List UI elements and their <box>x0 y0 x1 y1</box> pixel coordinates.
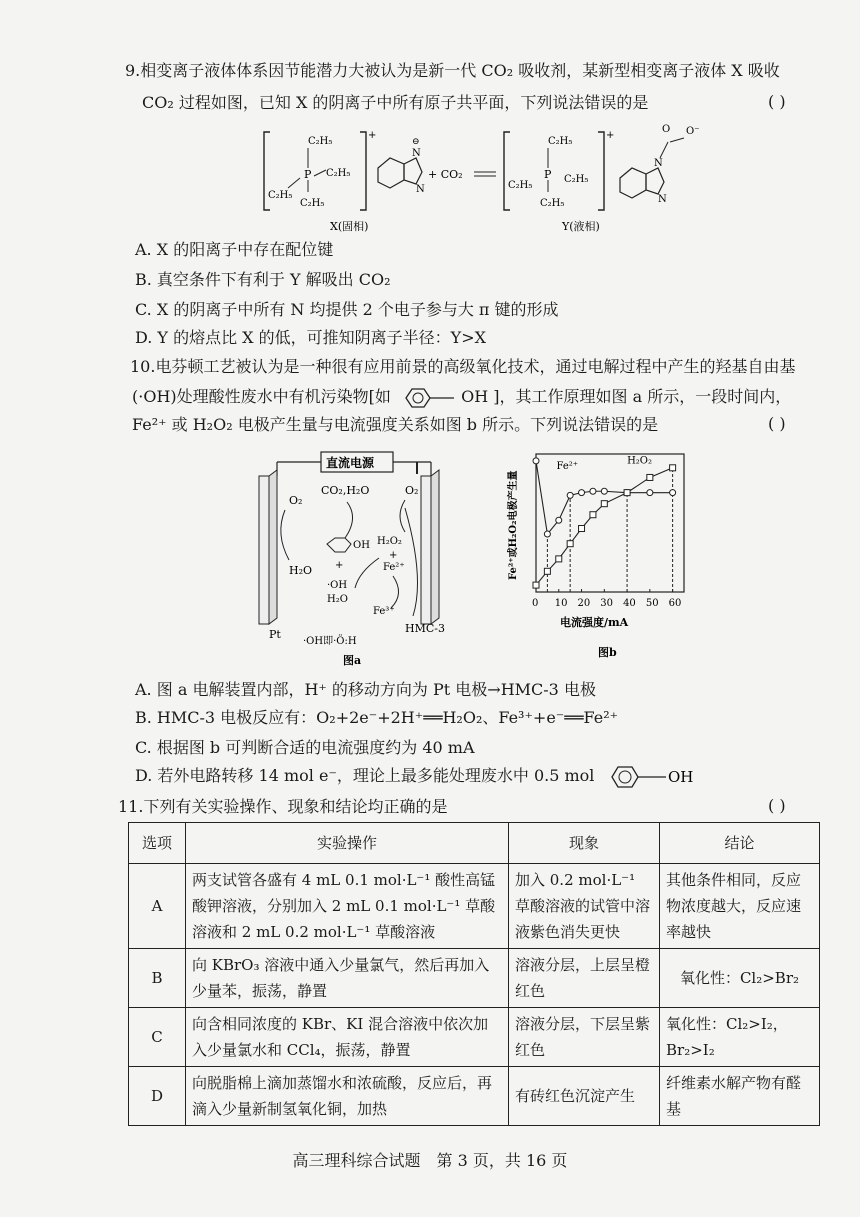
row-d-conclusion: 纤维素水解产物有醛基 <box>660 1067 820 1126</box>
h2o-left-label: H₂O <box>289 564 313 577</box>
row-b-operation: 向 KBrO₃ 溶液中通入少量氯气，然后再加入少量苯，振荡，静置 <box>186 949 509 1008</box>
row-a-operation: 两支试管各盛有 4 mL 0.1 mol·L⁻¹ 酸性高锰酸钾溶液，分别加入 2 mL 0.1 mol·L⁻¹ 草酸溶液和 2 mL 0.2 mol·L⁻¹ 草酸溶液 <box>186 864 509 949</box>
header-operation: 实验操作 <box>186 823 509 864</box>
table-row <box>129 864 820 949</box>
point-fe2-4 <box>579 490 585 496</box>
q11-answer-paren: ( ) <box>768 796 786 815</box>
svg-text:P: P <box>304 168 312 181</box>
q10-option-b: B. HMC-3 电极反应有：O₂+2e⁻+2H⁺══H₂O₂、Fe³⁺+e⁻══Fe²⁺ <box>135 708 619 727</box>
q10-option-c: C. 根据图 b 可判断合适的电流强度约为 40 mA <box>135 738 475 757</box>
header-option: 选项 <box>129 823 186 864</box>
row-c-phenomenon: 溶液分层，下层呈紫红色 <box>509 1008 660 1067</box>
series-label-h2o2: H₂O₂ <box>627 455 653 467</box>
point-fe2-8 <box>647 490 653 496</box>
point-fe2-2 <box>556 517 562 523</box>
x-ethyl-left: C₂H₅ <box>268 190 293 201</box>
svg-text:N: N <box>412 148 421 159</box>
q9-answer-paren: ( ) <box>768 92 786 111</box>
page-footer: 高三理科综合试题 第 3 页，共 16 页 <box>292 1151 568 1170</box>
q9-reaction-diagram <box>260 118 730 238</box>
q10-answer-paren: ( ) <box>768 414 786 433</box>
phenol-d-oh: OH <box>667 767 693 786</box>
header-conclusion: 结论 <box>660 823 820 864</box>
figure-b-ylabel: Fe²⁺或H₂O₂电极产生量 <box>508 470 519 580</box>
row-b-conclusion: 氧化性：Cl₂>Br₂ <box>660 949 820 1008</box>
point-fe2-3 <box>567 492 573 498</box>
header-phenomenon: 现象 <box>509 823 660 864</box>
pt-electrode-label: Pt <box>269 628 281 641</box>
q10-line2 <box>132 382 791 412</box>
figure-b-xlabel: 电流强度/mA <box>560 616 629 629</box>
h2o-mid-label: H₂O <box>327 594 348 605</box>
row-b-option: B <box>129 949 186 1008</box>
point-fe2-1 <box>544 531 550 537</box>
q9-option-d: D. Y 的熔点比 X 的低，可推知阴离子半径：Y>X <box>135 328 487 347</box>
fe3-label: Fe³⁺ <box>373 606 395 617</box>
o2-right-label: O₂ <box>405 484 419 497</box>
radical-label: ·OH <box>327 580 348 591</box>
svg-text:+: + <box>606 130 615 141</box>
hmc-electrode-label: HMC-3 <box>405 622 445 635</box>
row-a-option: A <box>129 864 186 949</box>
q10-line2-part2: OH ]，其工作原理如图 a 所示，一段时间内， <box>461 387 792 406</box>
point-h2o2-2 <box>556 556 562 562</box>
point-h2o2-0 <box>533 582 539 588</box>
table-row <box>129 949 820 1008</box>
table-header-row <box>129 823 820 864</box>
q10-option-d <box>135 762 700 790</box>
x-tick-label-40: 40 <box>623 598 636 609</box>
q10-line3: Fe²⁺ 或 H₂O₂ 电极产生量与电流强度关系如图 b 所示。下列说法错误的是 <box>132 415 659 434</box>
series-label-fe2: Fe²⁺ <box>556 461 579 473</box>
fe2-label: Fe²⁺ <box>383 562 405 573</box>
row-a-phenomenon: 加入 0.2 mol·L⁻¹ 草酸溶液的试管中溶液紫色消失更快 <box>509 864 660 949</box>
svg-text:N: N <box>654 158 663 169</box>
q10-option-d-text: D. 若外电路转移 14 mol e⁻，理论上最多能处理废水中 0.5 mol <box>135 766 595 785</box>
x-tick-label-20: 20 <box>577 598 591 609</box>
figure-a-caption: 图a <box>343 654 362 667</box>
q9-line1: 9.相变离子液体体系因节能潜力大被认为是新一代 CO₂ 吸收剂，某新型相变离子液体 X 吸收 <box>125 61 780 80</box>
point-h2o2-8 <box>647 474 653 480</box>
q9-option-a: A. X 的阳离子中存在配位键 <box>135 240 334 259</box>
row-b-phenomenon: 溶液分层，上层呈橙红色 <box>509 949 660 1008</box>
point-fe2-0 <box>533 458 539 464</box>
row-c-conclusion: 氧化性：Cl₂>I₂，Br₂>I₂ <box>660 1008 820 1067</box>
oh-definition: ·OH即·Ö:H <box>303 636 357 647</box>
o2-left-label: O₂ <box>289 494 303 507</box>
x-tick-label-10: 10 <box>554 598 568 609</box>
y-ethyl-right: C₂H₅ <box>564 174 589 185</box>
q9-option-c: C. X 的阴离子中所有 N 均提供 2 个电子参与大 π 键的形成 <box>135 300 559 319</box>
q11-title: 11.下列有关实验操作、现象和结论均正确的是 <box>118 797 448 816</box>
svg-text:⊖: ⊖ <box>412 137 420 147</box>
point-h2o2-3 <box>567 541 573 547</box>
table-row <box>129 1008 820 1067</box>
h2o2-label: H₂O₂ <box>377 536 402 547</box>
point-fe2-6 <box>601 488 607 494</box>
x-ethyl-right: C₂H₅ <box>326 168 351 179</box>
point-h2o2-7 <box>624 490 630 496</box>
x-tick-label-50: 50 <box>645 598 659 609</box>
figure-b-caption: 图b <box>598 646 617 659</box>
label-x: X(固相) <box>330 220 369 233</box>
x-tick-label-60: 60 <box>668 598 682 609</box>
plus-sign-2: + <box>335 560 344 571</box>
q10-option-a: A. 图 a 电解装置内部，H⁺ 的移动方向为 Pt 电极→HMC-3 电极 <box>135 680 596 699</box>
row-c-operation: 向含相同浓度的 KBr、KI 混合溶液中依次加入少量氯水和 CCl₄，振荡，静置 <box>186 1008 509 1067</box>
q10-line1: 10.电芬顿工艺被认为是一种很有应用前景的高级氧化技术，通过电解过程中产生的羟基自由基 <box>130 357 796 376</box>
row-d-operation: 向脱脂棉上滴加蒸馏水和浓硫酸，反应后，再滴入少量新制氢氧化铜，加热 <box>186 1067 509 1126</box>
q9-line2: CO₂ 过程如图，已知 X 的阴离子中所有原子共平面，下列说法错误的是 <box>142 93 649 112</box>
y-ethyl-top: C₂H₅ <box>548 136 573 147</box>
point-h2o2-6 <box>601 501 607 507</box>
svg-text:O⁻: O⁻ <box>686 126 700 137</box>
svg-text:+: + <box>368 130 377 141</box>
plus-co2: + CO₂ <box>428 168 463 181</box>
svg-text:N: N <box>416 184 425 195</box>
row-d-phenomenon: 有砖红色沉淀产生 <box>509 1067 660 1126</box>
row-a-conclusion: 其他条件相同，反应物浓度越大，反应速率越快 <box>660 864 820 949</box>
row-d-option: D <box>129 1067 186 1126</box>
point-h2o2-5 <box>590 512 596 518</box>
phenol-icon <box>396 387 456 409</box>
x-tick-label-30: 30 <box>600 598 614 609</box>
phenol-icon-d <box>600 764 700 790</box>
svg-text:N: N <box>658 194 667 205</box>
point-h2o2-4 <box>579 526 585 532</box>
point-h2o2-1 <box>544 568 550 574</box>
phenol-oh-label: OH <box>353 540 370 551</box>
label-y: Y(液相) <box>562 220 600 233</box>
point-fe2-9 <box>670 490 676 496</box>
series-line-1 <box>536 468 673 585</box>
x-ethyl-bottom: C₂H₅ <box>300 198 325 209</box>
q11-table <box>128 822 820 1126</box>
point-fe2-5 <box>590 488 596 494</box>
co2h2o-label: CO₂,H₂O <box>321 484 370 497</box>
row-c-option: C <box>129 1008 186 1067</box>
figure-b-chart <box>500 448 700 670</box>
y-ethyl-bottom: C₂H₅ <box>540 198 565 209</box>
x-ethyl-top: C₂H₅ <box>308 136 333 147</box>
plus-sign: + <box>389 550 398 561</box>
svg-text:P: P <box>544 168 552 181</box>
point-h2o2-9 <box>670 465 676 471</box>
q10-line2-part1: (·OH)处理酸性废水中有机污染物[如 <box>132 387 391 406</box>
q9-option-b: B. 真空条件下有利于 Y 解吸出 CO₂ <box>135 270 391 289</box>
figure-a-electrolysis <box>255 448 475 670</box>
x-tick-label-0: 0 <box>532 598 539 609</box>
y-ethyl-left: C₂H₅ <box>508 180 533 191</box>
table-row <box>129 1067 820 1126</box>
power-source-label: 直流电源 <box>326 456 375 470</box>
svg-text:O: O <box>662 124 671 135</box>
